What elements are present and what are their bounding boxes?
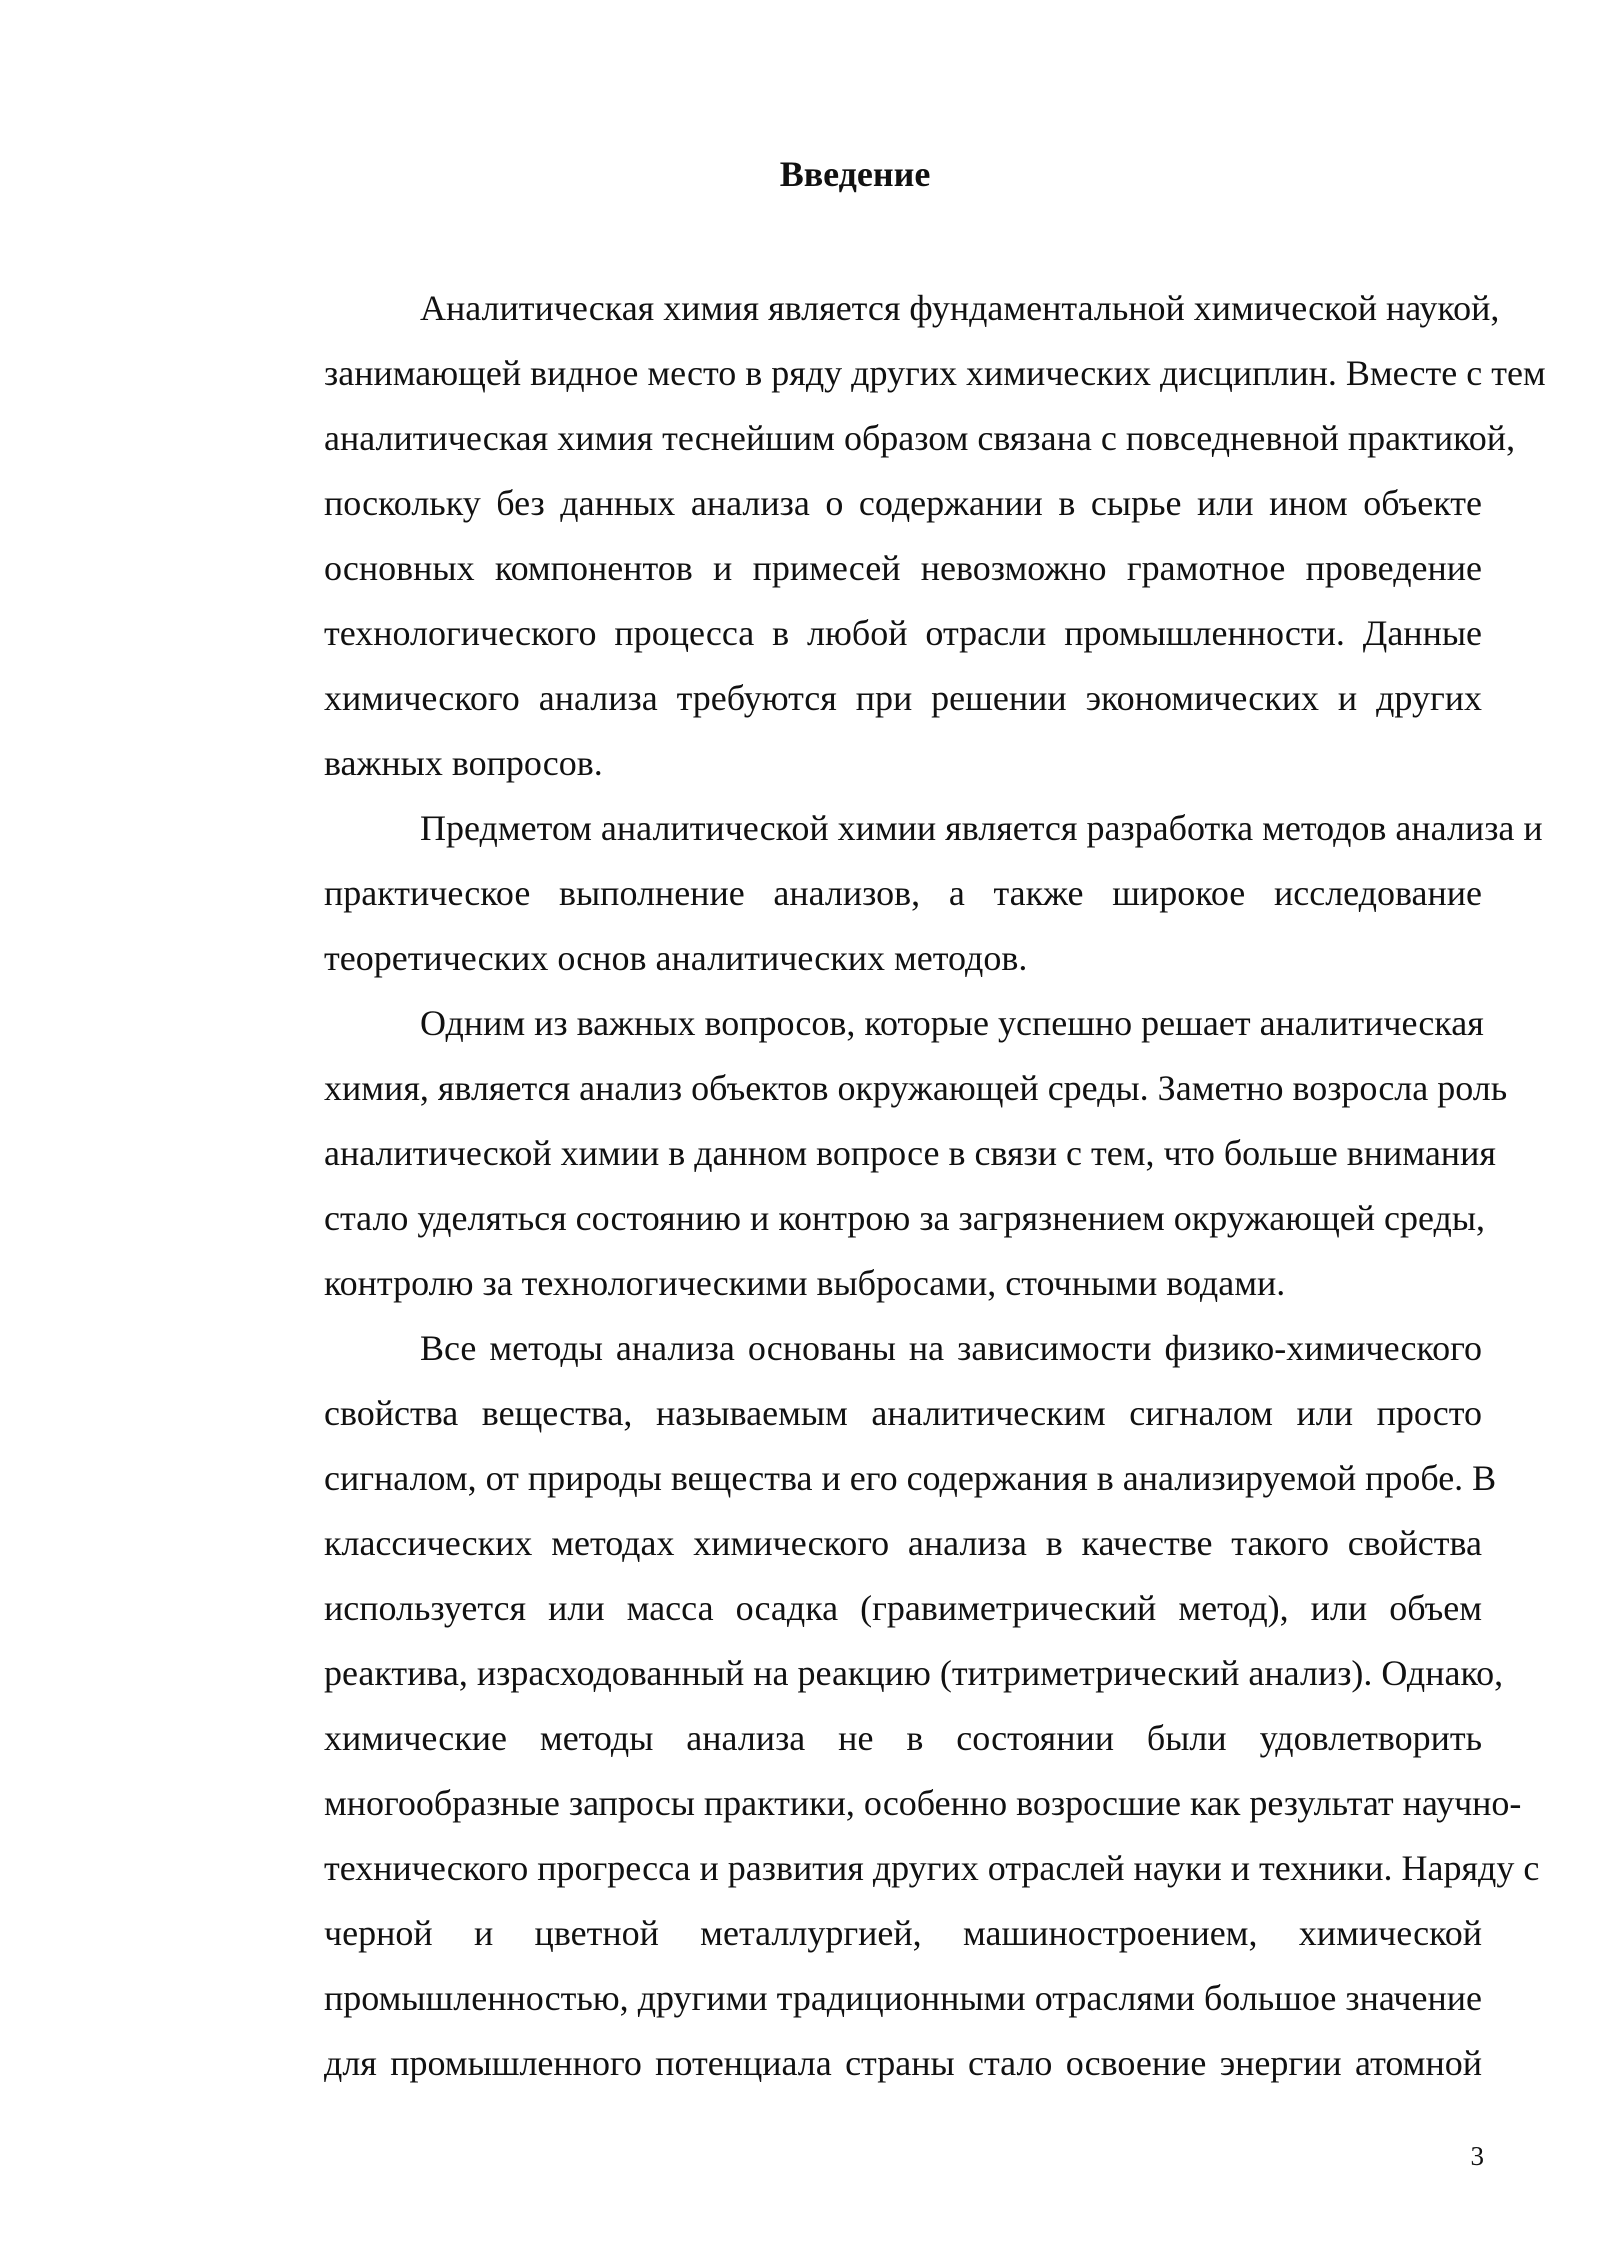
text-line: классических методах химического анализа в качестве такого свойства xyxy=(324,1523,1482,1563)
document-body xyxy=(228,276,1546,2096)
text-line: Все методы анализа основаны на зависимости физико-химического xyxy=(420,1328,1482,1368)
text-line: стало уделяться состоянию и контрою за загрязнением окружающей среды, xyxy=(324,1198,1486,1238)
text-line: используется или масса осадка (гравиметрический метод), или объем xyxy=(324,1588,1482,1628)
page-title: Введение xyxy=(779,154,931,194)
text-line: химия, является анализ объектов окружающей среды. Заметно возросла роль xyxy=(324,1068,1508,1108)
paragraph-subject xyxy=(228,796,1543,991)
page-number: 3 xyxy=(1470,2141,1484,2171)
text-line: химические методы анализа не в состоянии были удовлетворить xyxy=(324,1718,1482,1758)
text-line: аналитической химии в данном вопросе в связи с тем, что больше внимания xyxy=(324,1133,1496,1173)
paragraph-methods xyxy=(228,1316,1540,2096)
text-line: важных вопросов. xyxy=(324,743,603,783)
text-line: технологического процесса в любой отрасли промышленности. Данные xyxy=(324,613,1482,653)
text-line: для промышленного потенциала страны стало освоение энергии атомной xyxy=(324,2043,1482,2083)
text-line: аналитическая химия теснейшим образом связана с повседневной практикой, xyxy=(324,418,1516,458)
text-line: многообразные запросы практики, особенно возросшие как результат научно- xyxy=(324,1783,1522,1823)
text-line: химического анализа требуются при решении экономических и других xyxy=(324,678,1482,718)
text-line: основных компонентов и примесей невозможно грамотное проведение xyxy=(324,548,1482,588)
text-line: Предметом аналитической химии является разработка методов анализа и xyxy=(420,808,1543,848)
text-line: черной и цветной металлургией, машиностроением, химической xyxy=(324,1913,1482,1953)
text-line: технического прогресса и развития других отраслей науки и техники. Наряду с xyxy=(324,1848,1540,1888)
text-line: Одним из важных вопросов, которые успешно решает аналитическая xyxy=(420,1003,1484,1043)
text-line: практическое выполнение анализов, а также широкое исследование xyxy=(324,873,1482,913)
text-line: свойства вещества, называемым аналитическим сигналом или просто xyxy=(324,1393,1482,1433)
text-line: занимающей видное место в ряду других химических дисциплин. Вместе с тем xyxy=(324,353,1546,393)
paragraph-environment xyxy=(228,991,1508,1316)
text-line: поскольку без данных анализа о содержании в сырье или ином объекте xyxy=(324,483,1482,523)
text-line: Аналитическая химия является фундаментальной химической наукой, xyxy=(420,288,1500,328)
text-line: теоретических основ аналитических методов. xyxy=(324,938,1028,978)
text-line: промышленностью, другими традиционными отраслями большое значение xyxy=(324,1978,1482,2018)
text-line: контролю за технологическими выбросами, сточными водами. xyxy=(324,1263,1286,1303)
text-line: сигналом, от природы вещества и его содержания в анализируемой пробе. В xyxy=(324,1458,1497,1498)
paragraph-intro xyxy=(228,276,1546,796)
text-line: реактива, израсходованный на реакцию (титриметрический анализ). Однако, xyxy=(324,1653,1504,1693)
